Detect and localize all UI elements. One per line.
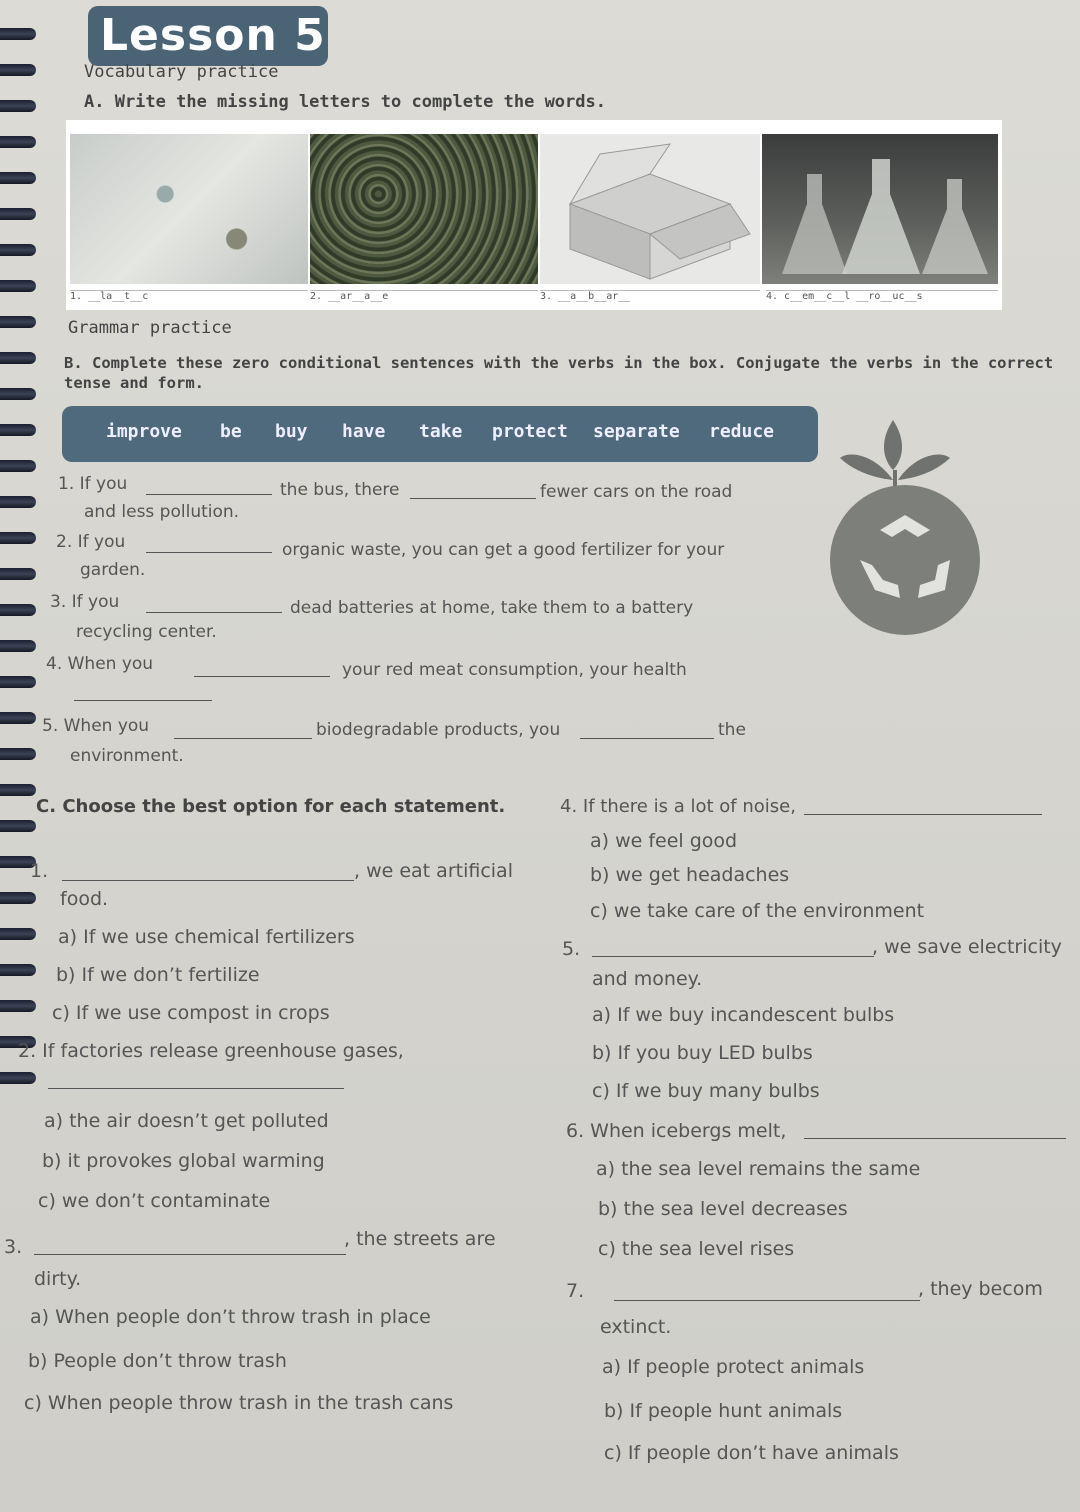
- cardboard-box-icon: [540, 134, 760, 284]
- plastic-picture: [70, 134, 308, 284]
- b5-start: 5. When you: [42, 716, 150, 736]
- spiral-ring: [0, 748, 36, 760]
- spiral-ring: [0, 532, 36, 544]
- c1-rest: , we eat artificial: [354, 860, 513, 882]
- spiral-ring: [0, 136, 36, 148]
- c1-option-a[interactable]: a) If we use chemical fertilizers: [58, 926, 355, 948]
- c7-blank[interactable]: [614, 1300, 920, 1301]
- b3-blank[interactable]: [146, 612, 282, 613]
- c5-option-c[interactable]: c) If we buy many bulbs: [592, 1080, 820, 1102]
- c7-number: 7.: [566, 1280, 585, 1302]
- spiral-ring: [0, 64, 36, 76]
- instruction-b-line1: B. Complete these zero conditional sentences with the verbs in the box. Conjugate the verbs in the correct: [64, 354, 1054, 372]
- instruction-a: A. Write the missing letters to complete the words.: [84, 92, 606, 112]
- c1-cont: food.: [60, 888, 109, 910]
- b4-blank-1[interactable]: [194, 676, 330, 677]
- b4-mid: your red meat consumption, your health: [342, 660, 687, 680]
- b1-blank-1[interactable]: [146, 494, 272, 495]
- spiral-ring: [0, 820, 36, 832]
- c2-option-b[interactable]: b) it provokes global warming: [42, 1150, 325, 1172]
- c2-option-c[interactable]: c) we don’t contaminate: [38, 1190, 271, 1212]
- c7-rest: , they becom: [918, 1278, 1043, 1300]
- c7-cont: extinct.: [600, 1316, 672, 1338]
- c5-rest: , we save electricity: [872, 936, 1062, 958]
- b3-mid: dead batteries at home, take them to a battery: [290, 598, 694, 618]
- b2-cont: garden.: [80, 560, 146, 580]
- spiral-ring: [0, 100, 36, 112]
- b4-blank-2[interactable]: [74, 700, 212, 701]
- grammar-title: Grammar practice: [68, 318, 232, 338]
- spiral-ring: [0, 424, 36, 436]
- b5-cont: environment.: [70, 746, 184, 766]
- c1-option-c[interactable]: c) If we use compost in crops: [52, 1002, 330, 1024]
- vocab-title: Vocabulary practice: [84, 62, 279, 82]
- c4-question: 4. If there is a lot of noise,: [560, 796, 796, 817]
- spiral-ring: [0, 964, 36, 976]
- verb-improve: improve: [106, 421, 182, 442]
- verb-reduce: reduce: [709, 421, 775, 442]
- spiral-ring: [0, 928, 36, 940]
- c2-blank[interactable]: [48, 1088, 344, 1089]
- b3-cont: recycling center.: [76, 622, 217, 642]
- spiral-ring: [0, 1072, 36, 1084]
- blank-word-3: 3. __a__b__ar__: [540, 290, 760, 309]
- spiral-ring: [0, 208, 36, 220]
- b2-start: 2. If you: [56, 532, 126, 552]
- recycle-globe-icon: [820, 400, 990, 640]
- c7-option-b[interactable]: b) If people hunt animals: [604, 1400, 843, 1422]
- flask-icon: [762, 134, 998, 284]
- c5-cont: and money.: [592, 968, 703, 990]
- c1-option-b[interactable]: b) If we don’t fertilize: [56, 964, 260, 986]
- c3-option-a[interactable]: a) When people don’t throw trash in place: [30, 1306, 431, 1328]
- c5-option-b[interactable]: b) If you buy LED bulbs: [592, 1042, 813, 1064]
- b2-blank[interactable]: [146, 552, 272, 553]
- c2-option-a[interactable]: a) the air doesn’t get polluted: [44, 1110, 329, 1132]
- c5-number: 5.: [562, 938, 581, 960]
- garbage-picture: [310, 134, 538, 284]
- b1-blank-2[interactable]: [410, 498, 536, 499]
- cardboard-picture: [540, 134, 760, 284]
- spiral-ring: [0, 676, 36, 688]
- c6-blank[interactable]: [804, 1138, 1066, 1139]
- spiral-ring: [0, 172, 36, 184]
- spiral-ring: [0, 244, 36, 256]
- blank-word-2: 2. __ar__a__e: [310, 290, 538, 309]
- c7-option-a[interactable]: a) If people protect animals: [602, 1356, 865, 1378]
- c3-cont: dirty.: [34, 1268, 82, 1290]
- c3-option-c[interactable]: c) When people throw trash in the trash cans: [24, 1392, 454, 1414]
- verb-separate: separate: [593, 421, 680, 442]
- c3-option-b[interactable]: b) People don’t throw trash: [28, 1350, 287, 1372]
- spiral-ring: [0, 28, 36, 40]
- spiral-ring: [0, 568, 36, 580]
- b5-mid: biodegradable products, you: [316, 720, 561, 740]
- vocabulary-pictures: [66, 120, 1002, 310]
- c5-blank[interactable]: [592, 956, 874, 957]
- verb-have: have: [342, 421, 386, 442]
- c4-blank[interactable]: [804, 814, 1042, 815]
- verb-take: take: [419, 421, 463, 442]
- spiral-ring: [0, 460, 36, 472]
- b5-end: the: [718, 720, 746, 740]
- b1-start: 1. If you: [58, 474, 128, 494]
- c1-number: 1.: [30, 860, 49, 882]
- spiral-ring: [0, 892, 36, 904]
- b1-mid: the bus, there: [280, 480, 400, 500]
- spiral-ring: [0, 388, 36, 400]
- spiral-ring: [0, 316, 36, 328]
- blank-word-1: 1. __la__t__c: [70, 290, 308, 309]
- spiral-ring: [0, 784, 36, 796]
- c6-option-c[interactable]: c) the sea level rises: [598, 1238, 795, 1260]
- c4-option-c[interactable]: c) we take care of the environment: [590, 900, 925, 922]
- b2-mid: organic waste, you can get a good fertilizer for your: [282, 540, 725, 560]
- c6-option-b[interactable]: b) the sea level decreases: [598, 1198, 848, 1220]
- c4-option-a[interactable]: a) we feel good: [590, 830, 738, 852]
- b1-end: fewer cars on the road: [540, 482, 733, 502]
- c7-option-c[interactable]: c) If people don’t have animals: [604, 1442, 899, 1464]
- verb-box: [62, 406, 818, 462]
- c1-blank[interactable]: [62, 880, 354, 881]
- b3-start: 3. If you: [50, 592, 120, 612]
- section-c-title: C. Choose the best option for each statement.: [36, 796, 506, 817]
- c6-option-a[interactable]: a) the sea level remains the same: [596, 1158, 921, 1180]
- c6-question: 6. When icebergs melt,: [566, 1120, 787, 1142]
- spiral-ring: [0, 352, 36, 364]
- spiral-ring: [0, 280, 36, 292]
- chemical-products-picture: [762, 134, 998, 284]
- c2-question: 2. If factories release greenhouse gases,: [18, 1040, 404, 1062]
- blank-word-4: 4. c__em__c__l __ro__uc__s: [766, 290, 998, 309]
- lesson-title-badge: Lesson 5: [88, 6, 328, 66]
- verb-be: be: [220, 421, 242, 442]
- spiral-ring: [0, 712, 36, 724]
- spiral-ring: [0, 604, 36, 616]
- b5-blank-2[interactable]: [580, 738, 714, 739]
- c3-number: 3.: [4, 1236, 23, 1258]
- instruction-b-line2: tense and form.: [64, 374, 204, 392]
- spiral-ring: [0, 1000, 36, 1012]
- c3-blank[interactable]: [34, 1254, 346, 1255]
- spiral-ring: [0, 496, 36, 508]
- spiral-ring: [0, 640, 36, 652]
- c4-option-b[interactable]: b) we get headaches: [590, 864, 790, 886]
- b4-start: 4. When you: [46, 654, 154, 674]
- verb-protect: protect: [492, 421, 568, 442]
- c5-option-a[interactable]: a) If we buy incandescent bulbs: [592, 1004, 895, 1026]
- b5-blank-1[interactable]: [174, 738, 312, 739]
- b1-cont: and less pollution.: [84, 502, 240, 522]
- verb-buy: buy: [275, 421, 308, 442]
- c3-rest: , the streets are: [344, 1228, 496, 1250]
